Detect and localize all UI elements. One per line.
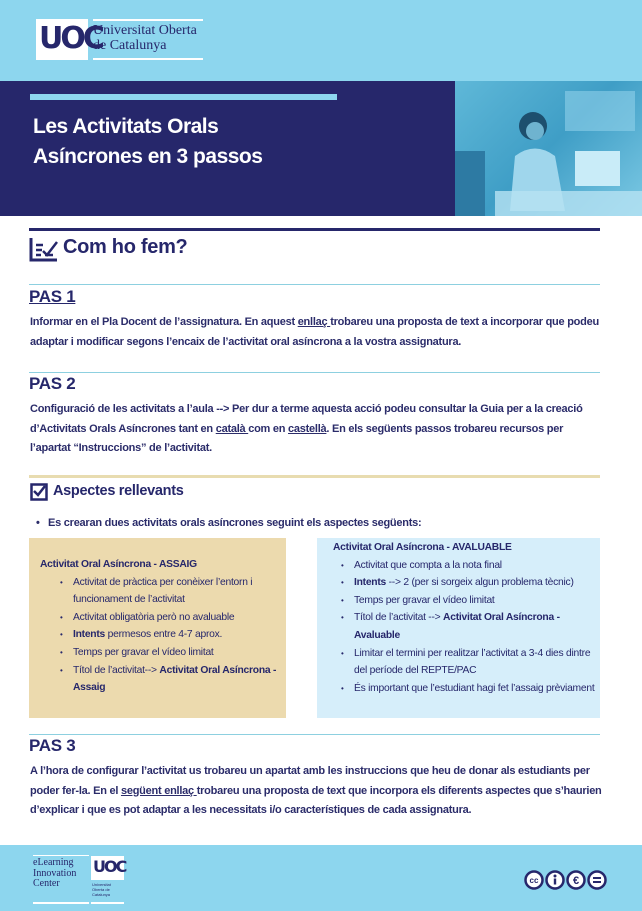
list-item: • Temps per gravar el vídeo limitat: [60, 644, 286, 662]
pas1-link[interactable]: enllaç: [297, 316, 331, 328]
logo-divider: [93, 19, 203, 21]
section-heading: Com ho fem?: [63, 236, 188, 258]
list-item: • Activitat que compta a la nota final: [341, 557, 600, 575]
assaig-box: [29, 538, 286, 718]
elearning-logo: eLearning Innovation Center: [33, 857, 77, 889]
aspectes-intro: • Es crearan dues activitats orals asíncrones seguint els aspectes següents:: [36, 517, 422, 529]
list-item: • Intents --> 2 (per si sorgeix algun problema tècnic): [341, 574, 600, 592]
hero-illustration: [455, 81, 642, 216]
footer-divider: [91, 902, 124, 904]
avaluable-box: [317, 538, 600, 718]
list-item: • Activitat de pràctica per conèixer l’entorn i funcionament de l’activitat: [60, 574, 286, 609]
avaluable-title: Activitat Oral Asíncrona - AVALUABLE: [333, 542, 512, 553]
page-title: Les Activitats Orals Asíncrones en 3 passos: [33, 115, 263, 168]
section-rule: [29, 228, 600, 231]
list-item: • És important que l’estudiant hagi fet l’assaig prèviament: [341, 680, 600, 698]
accent-bar: [30, 94, 337, 100]
aspectes-heading: Aspectes rellevants: [53, 483, 184, 499]
assaig-title: Activitat Oral Asíncrona - ASSAIG: [40, 559, 197, 570]
pas3-heading: PAS 3: [29, 736, 76, 755]
divider: [29, 372, 600, 373]
divider: [29, 734, 600, 735]
list-item: • Temps per gravar el vídeo limitat: [341, 592, 600, 610]
footer-divider: [33, 902, 89, 904]
pas2-heading: PAS 2: [29, 374, 76, 393]
pas1-text: Informar en el Pla Docent de l’assignatura. En aquest enllaç trobareu una proposta de text a incorporar que podeu adaptar i modificar segons l’encaix de l’activitat oral asíncrona a la vostra assignatura.: [30, 316, 599, 348]
list-item: • Intents permesos entre 4-7 aprox.: [60, 626, 286, 644]
uoc-logo-mark: UOC: [39, 21, 102, 56]
footer-uoc-name: Universitat Oberta de Catalunya: [92, 882, 111, 897]
nd-icon: [589, 872, 606, 889]
pas3-text: A l’hora de configurar l’activitat us trobareu un apartat amb les instruccions que heu de donar als estudiants per poder fer-la. En el següent enllaç trobareu una proposta de text que incorpora els diferents aspectes que s’haurien d’explicar i que es pot adaptar a les necessitats i/o característiques de cada assignatura.: [30, 765, 602, 816]
nc-icon: [568, 872, 585, 889]
divider: [29, 475, 600, 478]
footer-divider: [33, 855, 89, 856]
list-item: • Activitat obligatòria però no avaluable: [60, 609, 286, 627]
checklist-icon: [29, 236, 59, 267]
catala-link[interactable]: català: [215, 422, 249, 435]
checkbox-icon: [30, 483, 48, 506]
pas3-link[interactable]: següent enllaç: [120, 784, 197, 797]
castella-link[interactable]: castellà: [288, 422, 327, 435]
divider: [29, 284, 600, 285]
license-icons[interactable]: [524, 870, 608, 895]
list-item: • Títol de l’activitat--> Activitat Oral Asíncrona - Assaig: [60, 662, 286, 697]
by-icon: [547, 872, 564, 889]
pas1-heading: PAS 1: [29, 287, 76, 306]
uoc-logo[interactable]: [36, 19, 102, 60]
list-item: • Limitar el termini per realitzar l’activitat a 3-4 dies dintre del període del REPTE/PAC: [341, 645, 600, 680]
list-item: • Títol de l’activitat --> Activitat Oral Asíncrona - Avaluable: [341, 609, 600, 644]
cc-icon: [526, 872, 543, 889]
footer-uoc-logo[interactable]: UOC: [91, 856, 124, 880]
logo-divider: [93, 58, 203, 60]
university-name: Universitat Oberta de Catalunya: [93, 23, 197, 53]
svg-text:€: €: [572, 875, 580, 887]
svg-text:cc: cc: [529, 876, 539, 885]
pas2-text: Configuració de les activitats a l’aula --> Per dur a terme aquesta acció podeu consultar la Guia per a la creació d’Activitats Orals Asíncrones tant en català com en castellà. En els següents passos trobareu recursos per l’apartat “Instruccions” de l’activitat.: [30, 403, 583, 454]
